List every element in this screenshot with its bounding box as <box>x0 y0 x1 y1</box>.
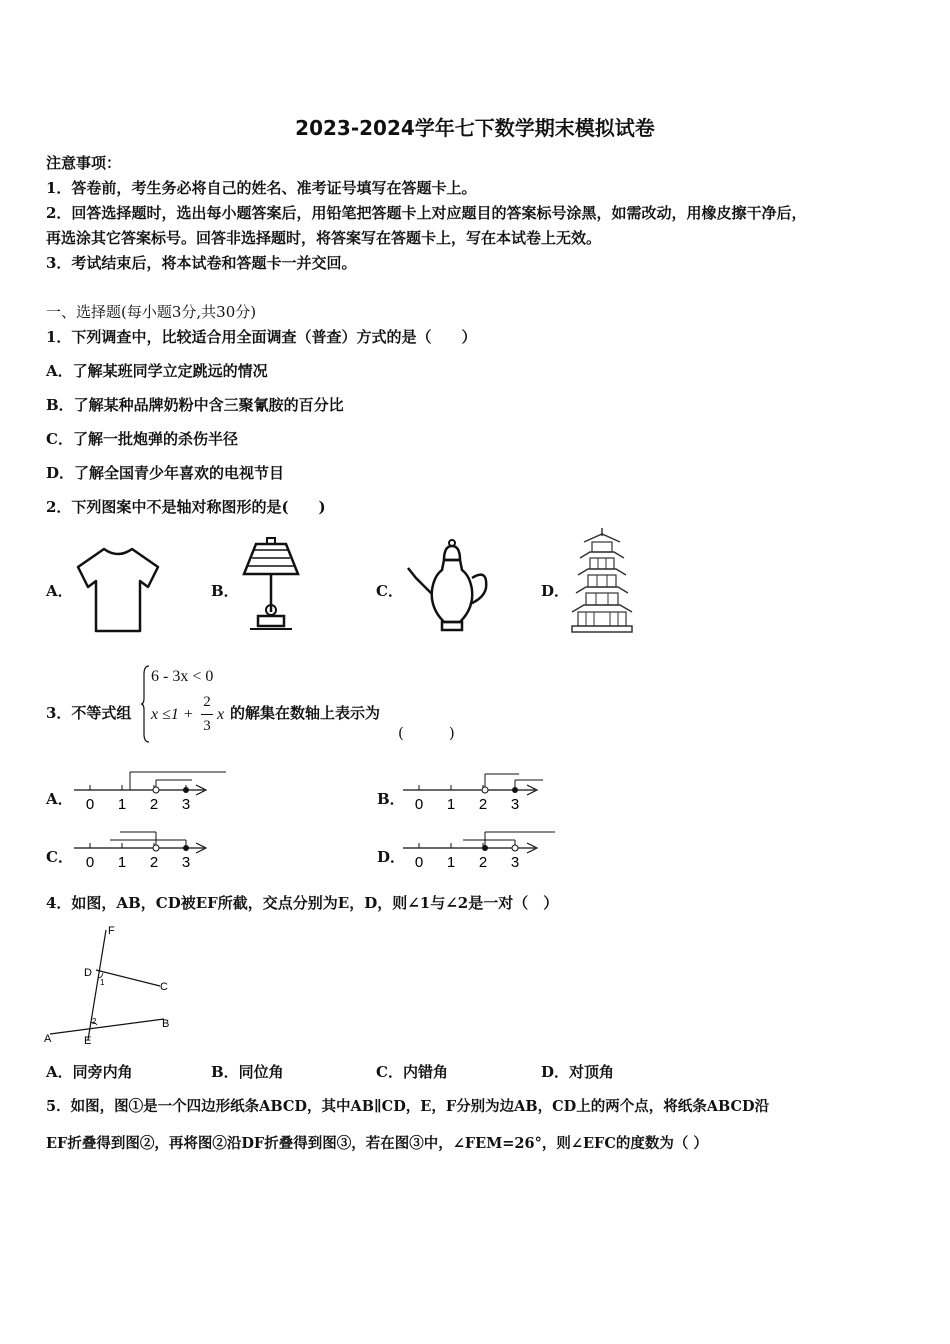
tick-label: 0 <box>85 854 95 871</box>
q1-option-b: B．了解某种品牌奶粉中含三聚氰胺的百分比 <box>46 396 344 414</box>
q1-stem: 1．下列调查中，比较适合用全面调查（普查）方式的是（ ） <box>46 328 477 346</box>
q3-system <box>141 664 231 744</box>
q3-prefix: 3．不等式组 <box>46 704 132 722</box>
point-label: A <box>44 1033 52 1045</box>
fraction-denominator: 3 <box>203 718 211 734</box>
pagoda-icon <box>570 528 634 636</box>
notice-item-2-cont: 再选涂其它答案标号。回答非选择题时，将答案写在答题卡上，写在本试卷上无效。 <box>46 229 602 247</box>
point-label: F <box>108 925 115 937</box>
section-heading: 一、选择题(每小题3分,共30分) <box>46 303 257 321</box>
notice-heading: 注意事项： <box>46 154 122 172</box>
q3-label-d: D． <box>377 848 406 866</box>
number-line-c <box>74 826 224 872</box>
tick-label: 3 <box>181 854 191 871</box>
inequality-2-left: x ≤1 + <box>151 706 194 723</box>
angle-label: 1 <box>100 978 105 987</box>
q1-option-d: D．了解全国青少年喜欢的电视节目 <box>46 464 285 482</box>
q4-option-d: D．对顶角 <box>541 1063 615 1081</box>
q1-option-c: C．了解一批炮弹的杀伤半径 <box>46 430 238 448</box>
q4-option-b: B．同位角 <box>211 1063 284 1081</box>
left-brace-icon <box>141 664 151 744</box>
point-label: D <box>84 967 92 979</box>
tick-label: 0 <box>414 796 424 813</box>
q5-stem-line2: EF折叠得到图②，再将图②沿DF折叠得到图③，若在图③中，∠FEM=26°，则∠EFC的度数为（ ） <box>46 1135 708 1152</box>
inequality-1: 6 - 3x < 0 <box>151 668 214 685</box>
q2-label-b: B． <box>211 582 239 600</box>
q4-stem: 4．如图，AB，CD被EF所截，交点分别为E，D，则∠1与∠2是一对（ ） <box>46 894 559 912</box>
notice-item-2: 2．回答选择题时，选出每小题答案后，用铅笔把答题卡上对应题目的答案标号涂黑，如需改动，用橡皮擦干净后， <box>46 204 807 222</box>
tick-label: 2 <box>478 796 488 813</box>
q2-label-a: A． <box>46 582 73 600</box>
q2-stem: 2．下列图案中不是轴对称图形的是( ) <box>46 498 326 516</box>
tick-label: 3 <box>510 796 520 813</box>
inequality-2-var: x <box>217 706 225 723</box>
q4-option-a: A．同旁内角 <box>46 1063 133 1081</box>
q3-answer-paren: ( ) <box>398 724 455 742</box>
q5-stem-line1: 5．如图，图①是一个四边形纸条ABCD，其中AB∥CD，E，F分别为边AB，CD上的两个点，将纸条ABCD沿 <box>46 1098 770 1115</box>
fraction-bar <box>201 714 213 715</box>
tick-label: 2 <box>149 796 159 813</box>
q3-label-b: B． <box>377 790 405 808</box>
q2-label-c: C． <box>376 582 403 600</box>
table-lamp-icon <box>240 536 302 634</box>
teapot-icon <box>404 538 490 634</box>
angle-label: 2 <box>92 1017 97 1026</box>
notice-item-1: 1．答卷前，考生务必将自己的姓名、准考证号填写在答题卡上。 <box>46 179 477 197</box>
q4-option-c: C．内错角 <box>376 1063 448 1081</box>
tick-label: 2 <box>149 854 159 871</box>
number-line-b <box>403 768 553 814</box>
tick-label: 3 <box>181 796 191 813</box>
tick-label: 1 <box>446 796 456 813</box>
q1-option-a: A．了解某班同学立定跳远的情况 <box>46 362 268 380</box>
point-label: B <box>162 1018 170 1030</box>
tick-label: 1 <box>117 796 127 813</box>
fraction-numerator: 2 <box>203 694 211 710</box>
tick-label: 1 <box>446 854 456 871</box>
page-title: 2023-2024学年七下数学期末模拟试卷 <box>295 116 655 140</box>
t-shirt-icon <box>76 545 160 635</box>
tick-label: 0 <box>414 854 424 871</box>
point-label: C <box>160 981 168 993</box>
number-line-d <box>403 826 563 872</box>
q2-label-d: D． <box>541 582 570 600</box>
q3-suffix: 的解集在数轴上表示为 <box>230 704 381 722</box>
tick-label: 1 <box>117 854 127 871</box>
notice-item-3: 3．考试结束后，将本试卷和答题卡一并交回。 <box>46 254 357 272</box>
q3-label-c: C． <box>46 848 73 866</box>
number-line-a <box>74 768 234 814</box>
tick-label: 3 <box>510 854 520 871</box>
tick-label: 0 <box>85 796 95 813</box>
tick-label: 2 <box>478 854 488 871</box>
q4-geometry-figure <box>42 922 182 1048</box>
point-label: E <box>84 1035 92 1047</box>
q3-label-a: A． <box>46 790 73 808</box>
